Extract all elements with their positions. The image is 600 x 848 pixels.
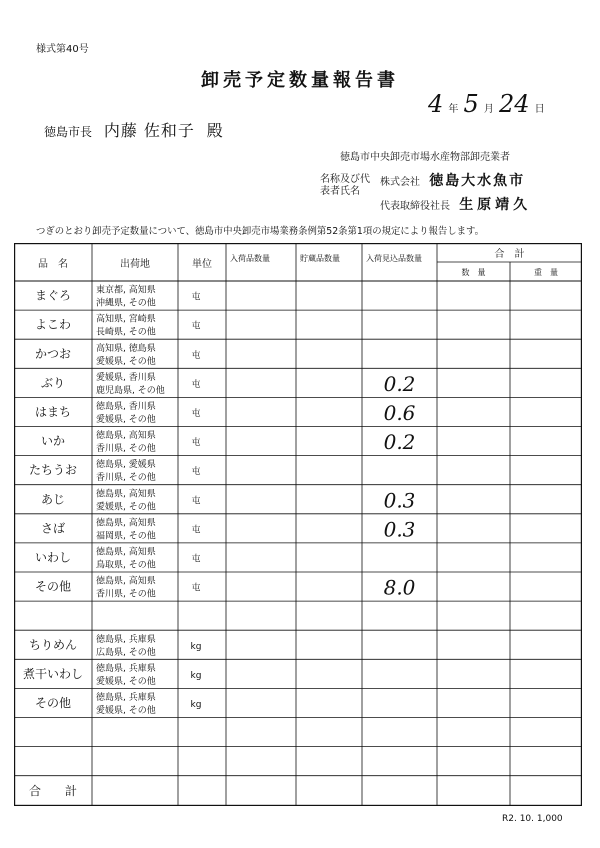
item-name: その他 bbox=[34, 695, 72, 710]
origin-line-2: 愛媛県, その他 bbox=[96, 676, 156, 687]
origin-line-1: 徳島県, 愛媛県 bbox=[96, 460, 156, 471]
unit-label: kg bbox=[190, 699, 202, 710]
addressee-honorific: 殿 bbox=[206, 121, 224, 140]
unit-label: kg bbox=[190, 670, 202, 681]
unit-label: 屯 bbox=[191, 525, 201, 536]
origin-line-2: 香川県, その他 bbox=[96, 473, 156, 484]
addressee-name: 内藤 佐和子 bbox=[103, 121, 195, 140]
header-unit: 単位 bbox=[192, 259, 212, 270]
expected-quantity-handwritten: 0.2 bbox=[383, 371, 416, 396]
date-month-handwritten: 5 bbox=[463, 90, 479, 118]
origin-line-2: 香川県, その他 bbox=[96, 589, 156, 600]
header-total: 合 計 bbox=[494, 249, 525, 260]
header-stock: 貯蔵品数量 bbox=[300, 254, 340, 263]
origin-line-2: 鳥取県, その他 bbox=[96, 560, 156, 571]
origin-line-1: 徳島県, 高知県 bbox=[96, 489, 156, 500]
origin-line-1: 徳島県, 高知県 bbox=[96, 431, 156, 442]
header-expected: 入荷見込品数量 bbox=[366, 254, 422, 263]
date-year-label: 年 bbox=[448, 104, 459, 115]
origin-line-2: 愛媛県, その他 bbox=[96, 414, 156, 425]
origin-line-2: 沖縄県, その他 bbox=[96, 298, 156, 309]
item-name: さば bbox=[40, 521, 66, 536]
item-name: よこわ bbox=[34, 317, 72, 332]
origin-line-2: 広島県, その他 bbox=[96, 647, 156, 658]
origin-line-2: 愛媛県, その他 bbox=[96, 502, 156, 513]
expected-quantity-handwritten: 0.3 bbox=[383, 517, 416, 542]
origin-line-1: 東京都, 高知県 bbox=[96, 285, 156, 296]
president bbox=[380, 194, 531, 214]
expected-quantity-handwritten: 0.6 bbox=[383, 400, 416, 425]
item-name: はまち bbox=[34, 404, 72, 419]
unit-label: 屯 bbox=[191, 583, 201, 594]
company bbox=[380, 170, 525, 190]
origin-line-1: 徳島県, 高知県 bbox=[96, 576, 156, 587]
origin-line-1: 徳島県, 兵庫県 bbox=[96, 663, 156, 674]
item-name: 煮干いわし bbox=[22, 666, 84, 681]
origin-line-2: 長崎県, その他 bbox=[96, 327, 156, 338]
date-year-handwritten: 4 bbox=[428, 90, 444, 118]
date-day-handwritten: 24 bbox=[498, 90, 530, 118]
addressee-title: 徳島市長 bbox=[44, 125, 93, 139]
print-code: R2. 10. 1,000 bbox=[502, 814, 563, 824]
report-table bbox=[14, 243, 582, 806]
header-total-weight: 重 量 bbox=[534, 268, 558, 277]
expected-quantity-handwritten: 0.2 bbox=[383, 430, 416, 455]
unit-label: 屯 bbox=[191, 350, 201, 361]
origin-line-1: 徳島県, 兵庫県 bbox=[96, 634, 156, 645]
item-name: ちりめん bbox=[28, 637, 78, 652]
sender-organization: 徳島市中央卸売市場水産物部卸売業者 bbox=[340, 152, 510, 163]
origin-line-2: 鹿児島県, その他 bbox=[96, 385, 165, 396]
item-name: あじ bbox=[40, 492, 66, 507]
item-name: ぶり bbox=[40, 375, 66, 390]
header-arrival: 入荷品数量 bbox=[230, 254, 270, 263]
report-date bbox=[428, 90, 545, 118]
president-title: 代表取締役社長 bbox=[380, 201, 450, 212]
header-total-qty: 数 量 bbox=[461, 268, 486, 277]
header-item: 品 名 bbox=[38, 259, 68, 270]
unit-label: 屯 bbox=[191, 321, 201, 332]
origin-line-1: 徳島県, 高知県 bbox=[96, 547, 156, 558]
expected-quantity-handwritten: 0.3 bbox=[383, 488, 416, 513]
unit-label: 屯 bbox=[191, 379, 201, 390]
origin-line-1: 高知県, 宮崎県 bbox=[96, 314, 156, 325]
addressee bbox=[44, 118, 224, 141]
item-name: いか bbox=[40, 434, 66, 449]
unit-label: kg bbox=[190, 641, 202, 652]
origin-line-1: 徳島県, 兵庫県 bbox=[96, 692, 156, 703]
unit-label: 屯 bbox=[191, 438, 201, 449]
page-title: 卸売予定数量報告書 bbox=[201, 70, 399, 91]
item-name: かつお bbox=[34, 346, 72, 361]
origin-line-1: 徳島県, 高知県 bbox=[96, 518, 156, 529]
origin-line-2: 香川県, その他 bbox=[96, 444, 156, 455]
expected-quantity-handwritten: 8.0 bbox=[383, 575, 416, 600]
origin-line-2: 愛媛県, その他 bbox=[96, 356, 156, 367]
unit-label: 屯 bbox=[191, 554, 201, 565]
item-name: いわし bbox=[34, 550, 72, 565]
origin-line-2: 愛媛県, その他 bbox=[96, 705, 156, 716]
origin-line-1: 徳島県, 香川県 bbox=[96, 401, 156, 412]
unit-label: 屯 bbox=[191, 496, 201, 507]
company-prefix: 株式会社 bbox=[380, 177, 420, 188]
item-name: たちうお bbox=[28, 463, 78, 478]
origin-line-2: 福岡県, その他 bbox=[96, 531, 156, 542]
unit-label: 屯 bbox=[191, 467, 201, 478]
form-number: 様式第40号 bbox=[36, 44, 89, 55]
origin-line-1: 高知県, 徳島県 bbox=[96, 343, 156, 354]
item-name: その他 bbox=[34, 579, 72, 594]
item-name: まぐろ bbox=[34, 288, 72, 303]
origin-line-1: 愛媛県, 香川県 bbox=[96, 372, 156, 383]
name-label: 名称及び代表者氏名 bbox=[320, 174, 370, 197]
president-name: 生原靖久 bbox=[459, 197, 532, 213]
date-day-label: 日 bbox=[534, 104, 545, 115]
total-label: 合 計 bbox=[28, 783, 78, 798]
unit-label: 屯 bbox=[191, 292, 201, 303]
unit-label: 屯 bbox=[191, 408, 201, 419]
intro-text: つぎのとおり卸売予定数量について、徳島市中央卸売市場業務条例第52条第1項の規定により報告します。 bbox=[36, 226, 485, 237]
company-name: 徳島大水魚市 bbox=[429, 173, 526, 189]
header-origin: 出荷地 bbox=[120, 259, 150, 270]
date-month-label: 月 bbox=[483, 104, 494, 115]
